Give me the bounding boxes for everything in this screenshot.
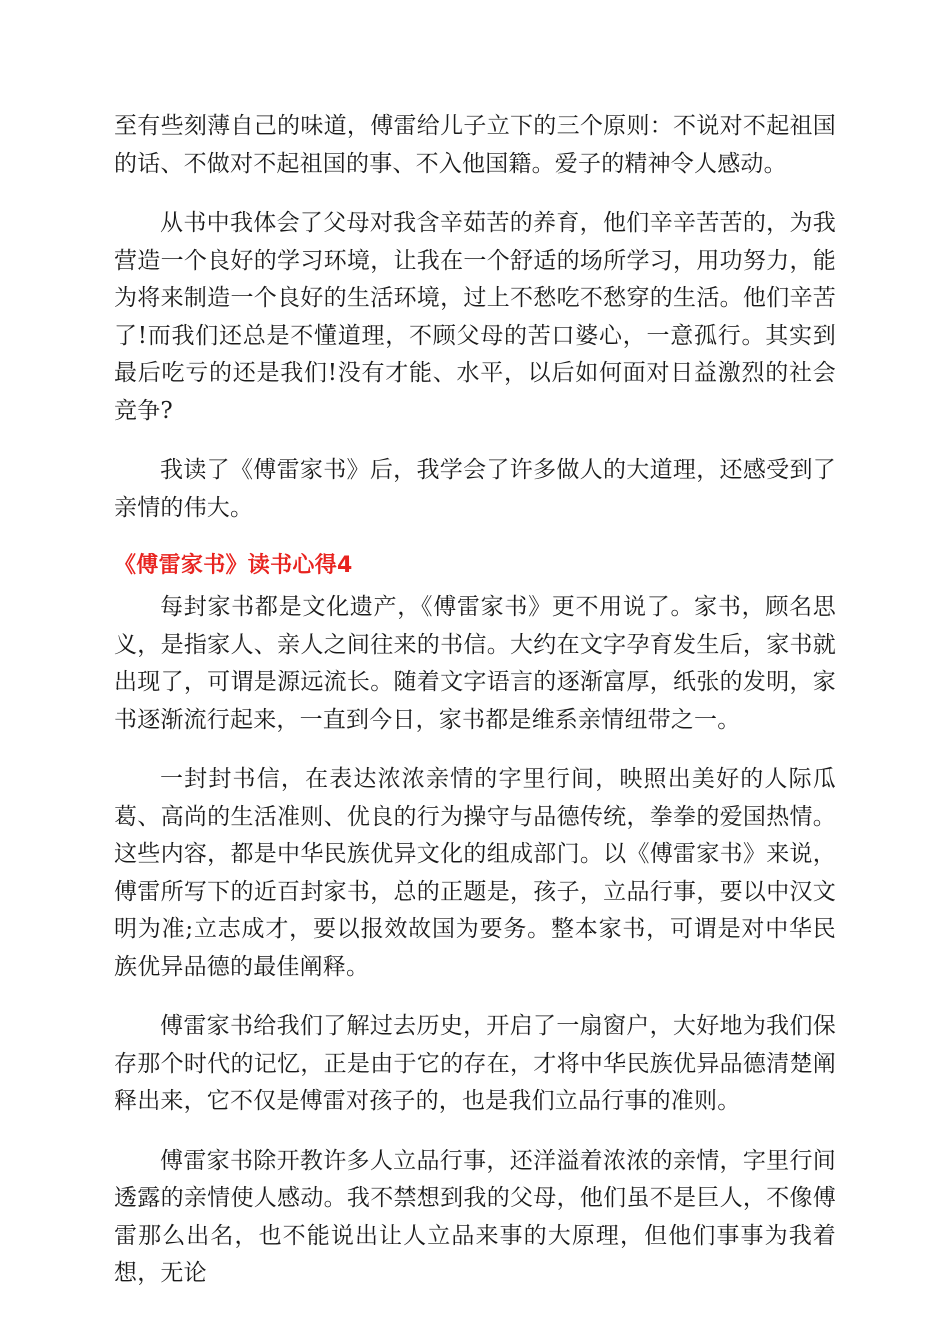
- section-heading: 《傅雷家书》读书心得4: [114, 553, 353, 578]
- paragraph-continued: 至有些刻薄自己的味道，傅雷给儿子立下的三个原则：不说对不起祖国的话、不做对不起祖国的事、不入他国籍。爱子的精神令人感动。: [114, 113, 836, 177]
- paragraph: 一封封书信，在表达浓浓亲情的字里行间，映照出美好的人际瓜葛、高尚的生活准则、优良的行为操守与品德传统，拳拳的爱国热情。这些内容，都是中华民族优异文化的组成部门。以《傅雷家书》来说，傅雷所写下的近百封家书，总的正题是，孩子，立品行事，要以中汉文明为准;立志成才，要以报效故国为要务。整本家书，可谓是对中华民族优异品德的最佳阐释。: [114, 766, 836, 980]
- document-page: [114, 108, 836, 1315]
- paragraph: 从书中我体会了父母对我含辛茹苦的养育，他们辛辛苦苦的，为我营造一个良好的学习环境，让我在一个舒适的场所学习，用功努力，能为将来制造一个良好的生活环境，过上不愁吃不愁穿的生活。他们辛苦了!而我们还总是不懂道理，不顾父母的苦口婆心，一意孤行。其实到最后吃亏的还是我们!没有才能、水平，以后如何面对日益激烈的社会竞争?: [114, 210, 836, 424]
- paragraph: 傅雷家书给我们了解过去历史，开启了一扇窗户，大好地为我们保存那个时代的记忆，正是由于它的存在，才将中华民族优异品德清楚阐释出来，它不仅是傅雷对孩子的，也是我们立品行事的准则。: [114, 1013, 836, 1114]
- paragraph: 我读了《傅雷家书》后，我学会了许多做人的大道理，还感受到了亲情的伟大。: [114, 457, 836, 521]
- paragraph: 傅雷家书除开教许多人立品行事，还洋溢着浓浓的亲情，字里行间透露的亲情使人感动。我不禁想到我的父母，他们虽不是巨人，不像傅雷那么出名，也不能说出让人立品来事的大原理，但他们事事为我着想，无论: [114, 1147, 836, 1286]
- paragraph: 每封家书都是文化遗产，《傅雷家书》更不用说了。家书，顾名思义，是指家人、亲人之间往来的书信。大约在文字孕育发生后，家书就出现了，可谓是源远流长。随着文字语言的逐渐富厚，纸张的发明，家书逐渐流行起来，一直到今日，家书都是维系亲情纽带之一。: [114, 594, 836, 733]
